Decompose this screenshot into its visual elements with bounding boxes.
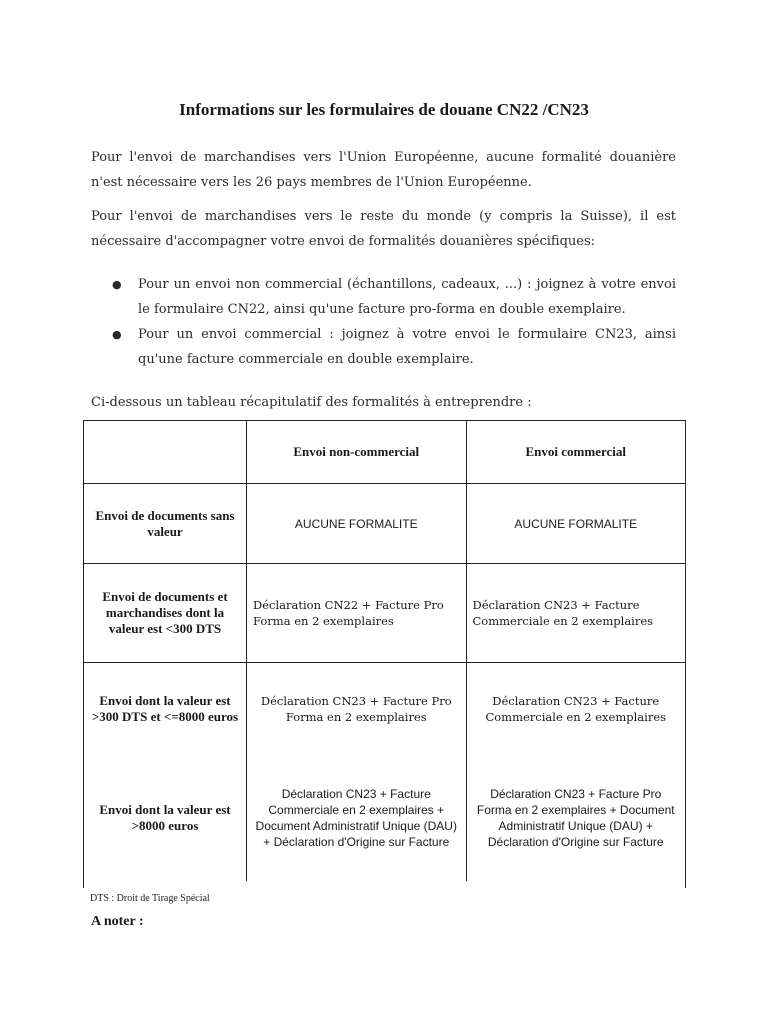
table-header-empty xyxy=(84,421,247,484)
cell-non-commercial: Déclaration CN23 + Facture Pro Forma en 2 exemplaires xyxy=(247,663,466,755)
paragraph-rest-of-world: Pour l'envoi de marchandises vers le reste du monde (y compris la Suisse), il est nécessaire d'accompagner votre envoi de formalités douanières spécifiques: xyxy=(91,209,676,249)
page-title: Informations sur les formulaires de douane CN22 /CN23 xyxy=(179,100,589,119)
cell-commercial: Déclaration CN23 + Facture Commerciale en 2 exemplaires xyxy=(466,663,686,755)
table-header-non-commercial: Envoi non-commercial xyxy=(247,421,466,484)
cell-non-commercial: AUCUNE FORMALITE xyxy=(247,484,466,564)
table-edge-mark xyxy=(685,880,686,888)
bullet-icon: ● xyxy=(112,278,122,291)
table-header-commercial: Envoi commercial xyxy=(466,421,686,484)
table-row xyxy=(84,484,686,564)
list-item-text: Pour un envoi non commercial (échantillons, cadeaux, ...) : joignez à votre envoi le formulaire CN22, ainsi qu'une facture pro-forma en double exemplaire. xyxy=(138,277,676,317)
list-item-text: Pour un envoi commercial : joignez à votre envoi le formulaire CN23, ainsi qu'une facture commerciale en double exemplaire. xyxy=(138,327,676,367)
table-row xyxy=(84,755,686,881)
cell-commercial: Déclaration CN23 + Facture Pro Forma en 2 exemplaires + Document Administratif Unique (DAU) + Déclaration d'Origine sur Facture xyxy=(466,755,686,881)
cell-non-commercial: Déclaration CN23 + Facture Commerciale en 2 exemplaires + Document Administratif Unique (DAU) + Déclaration d'Origine sur Facture xyxy=(247,755,466,881)
table-row xyxy=(84,564,686,663)
requirements-list xyxy=(112,272,676,372)
list-item xyxy=(112,272,676,322)
table-header-row xyxy=(84,421,686,484)
table-intro: Ci-dessous un tableau récapitulatif des formalités à entreprendre : xyxy=(91,395,532,410)
cell-commercial: AUCUNE FORMALITE xyxy=(466,484,686,564)
list-item xyxy=(112,322,676,372)
row-label: Envoi dont la valeur est >8000 euros xyxy=(84,755,247,881)
table-row xyxy=(84,663,686,755)
row-label: Envoi de documents sans valeur xyxy=(84,484,247,564)
footnote: DTS : Droit de Tirage Spécial xyxy=(90,893,210,904)
row-label: Envoi de documents et marchandises dont la valeur est <300 DTS xyxy=(84,564,247,663)
summary-table xyxy=(83,420,686,881)
cell-non-commercial: Déclaration CN22 + Facture Pro Forma en 2 exemplaires xyxy=(247,564,466,663)
bullet-icon: ● xyxy=(112,328,122,341)
paragraph-eu: Pour l'envoi de marchandises vers l'Union Européenne, aucune formalité douanière n'est nécessaire vers les 26 pays membres de l'Union Européenne. xyxy=(91,150,676,190)
cell-commercial: Déclaration CN23 + Facture Commerciale en 2 exemplaires xyxy=(466,564,686,663)
row-label: Envoi dont la valeur est >300 DTS et <=8000 euros xyxy=(84,663,247,755)
table-edge-mark xyxy=(83,880,84,888)
note-heading: A noter : xyxy=(91,914,144,929)
